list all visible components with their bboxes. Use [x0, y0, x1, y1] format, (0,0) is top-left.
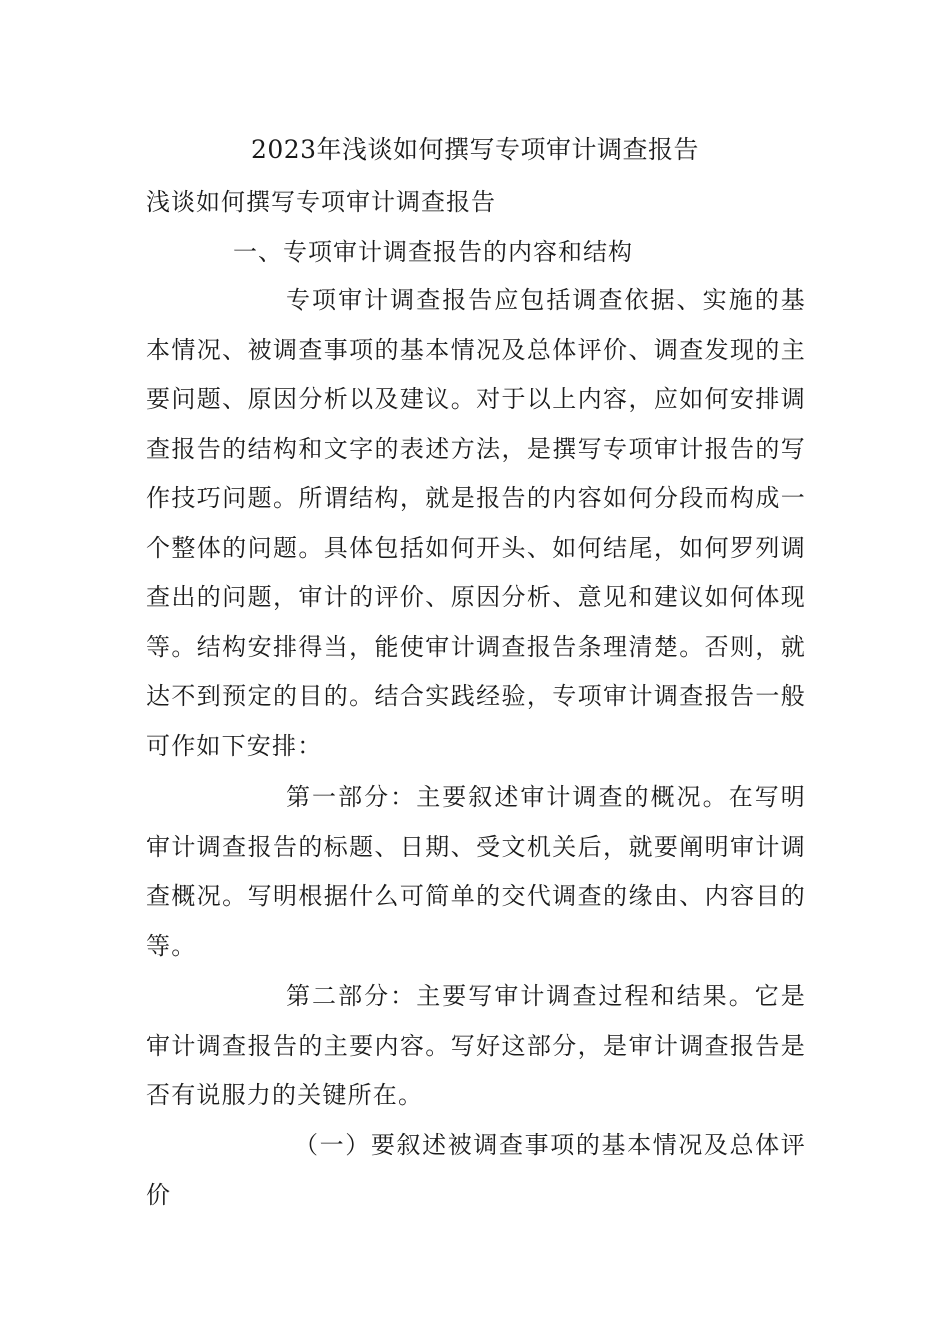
paragraph-part-two: 第二部分：主要写审计调查过程和结果。它是审计调查报告的主要内容。写好这部分，是审计调查报告是否有说服力的关键所在。: [146, 982, 806, 1109]
section-heading: 一、专项审计调查报告的内容和结构: [233, 238, 633, 266]
paragraph-content-structure: 专项审计调查报告应包括调查依据、实施的基本情况、被调查事项的基本情况及总体评价、调查发现的主要问题、原因分析以及建议。对于以上内容，应如何安排调查报告的结构和文字的表述方法，是撰写专项审计报告的写作技巧问题。所谓结构，就是报告的内容如何分段而构成一个整体的问题。具体包括如何开头、如何结尾，如何罗列调查出的问题，审计的评价、原因分析、意见和建议如何体现等。结构安排得当，能使审计调查报告条理清楚。否则，就达不到预定的目的。结合实践经验，专项审计调查报告一般可作如下安排：: [146, 286, 806, 760]
paragraph-part-one: 第一部分：主要叙述审计调查的概况。在写明审计调查报告的标题、日期、受文机关后，就要阐明审计调查概况。写明根据什么可简单的交代调查的缘由、内容目的等。: [146, 783, 806, 960]
paragraph-subsection-one: （一）要叙述被调查事项的基本情况及总体评价: [146, 1131, 806, 1209]
document-title: 2023年浅谈如何撰写专项审计调查报告: [250, 135, 700, 164]
document-subtitle: 浅谈如何撰写专项审计调查报告: [146, 188, 496, 216]
